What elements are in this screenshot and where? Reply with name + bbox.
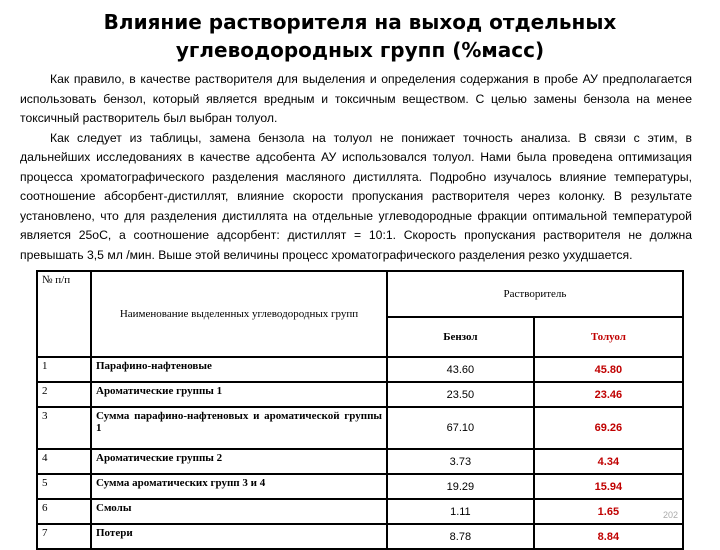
row-toluene-value: 15.94 xyxy=(534,474,683,499)
page-title: Влияние растворителя на выход отдельных углеводородных групп (%масс) xyxy=(103,10,617,62)
row-num: 6 xyxy=(37,499,91,524)
table-row xyxy=(37,407,683,449)
row-name-text: Сумма парафино-нафтеновых и ароматической группы 1 xyxy=(96,410,382,434)
row-toluene-value: 69.26 xyxy=(534,407,683,449)
table-header-row xyxy=(37,271,683,317)
paragraph: Как следует из таблицы, замена бензола на толуол не понижает точность анализа. В связи с этим, в дальнейших исследованиях в качестве адсобента АУ использовался толуол. Нами была проведена оптимизация процесса хроматографического разделения масляного дистиллята. Подробно изучалось влияние температуры, соотношение абсорбент-дистиллят, влияние скорости пропускания растворителя через колонку. В результате установлено, что для разделения дистиллята на отдельные углеводородные фракции оптимальной температурой является 25оС, а соотношение адсорбент: дистиллят = 10:1. Скорость пропускания растворителя не должна превышать 3,5 мл /мин. Выше этой величины процесс хроматографического разделения резко ухудшается. xyxy=(20,130,692,262)
row-toluene-value: 1.65 xyxy=(534,499,683,524)
row-name: Парафино-нафтеновые xyxy=(91,357,387,382)
row-name: Потери xyxy=(91,524,387,549)
row-num: 3 xyxy=(37,407,91,449)
row-benzene-value: 43.60 xyxy=(387,357,534,382)
row-toluene-value: 23.46 xyxy=(534,382,683,407)
row-toluene-value: 4.34 xyxy=(534,449,683,474)
row-name: Ароматические группы 1 xyxy=(91,382,387,407)
header-benzene: Бензол xyxy=(387,317,534,357)
row-name: Смолы xyxy=(91,499,387,524)
row-num: 7 xyxy=(37,524,91,549)
table-row xyxy=(37,524,683,549)
table-row xyxy=(37,499,683,524)
header-num: № п/п xyxy=(37,271,91,357)
table-row xyxy=(37,382,683,407)
header-toluene: Толуол xyxy=(534,317,683,357)
row-benzene-value: 19.29 xyxy=(387,474,534,499)
row-benzene-value: 3.73 xyxy=(387,449,534,474)
table-row xyxy=(37,449,683,474)
row-toluene-value: 8.84 xyxy=(534,524,683,549)
row-num: 1 xyxy=(37,357,91,382)
row-toluene-value: 45.80 xyxy=(534,357,683,382)
row-benzene-value: 67.10 xyxy=(387,407,534,449)
paragraph: Как правило, в качестве растворителя для выделения и определения содержания в пробе АУ предполагается использовать бензол, который является вредным и токсичным веществом. С целью замены бензола на менее токсичный растворитель был выбран толуол. xyxy=(20,72,692,125)
table-row xyxy=(37,357,683,382)
header-solvent: Растворитель xyxy=(387,271,683,317)
row-benzene-value: 8.78 xyxy=(387,524,534,549)
row-num: 2 xyxy=(37,382,91,407)
row-benzene-value: 23.50 xyxy=(387,382,534,407)
row-name: Ароматические группы 2 xyxy=(91,449,387,474)
results-table xyxy=(36,270,684,550)
row-benzene-value: 1.11 xyxy=(387,499,534,524)
row-name xyxy=(91,407,387,449)
row-name: Сумма ароматических групп 3 и 4 xyxy=(91,474,387,499)
row-num: 4 xyxy=(37,449,91,474)
row-num: 5 xyxy=(37,474,91,499)
page-number: 202 xyxy=(662,510,678,520)
body-text xyxy=(20,70,692,265)
table-row xyxy=(37,474,683,499)
header-name: Наименование выделенных углеводородных групп xyxy=(91,271,387,357)
